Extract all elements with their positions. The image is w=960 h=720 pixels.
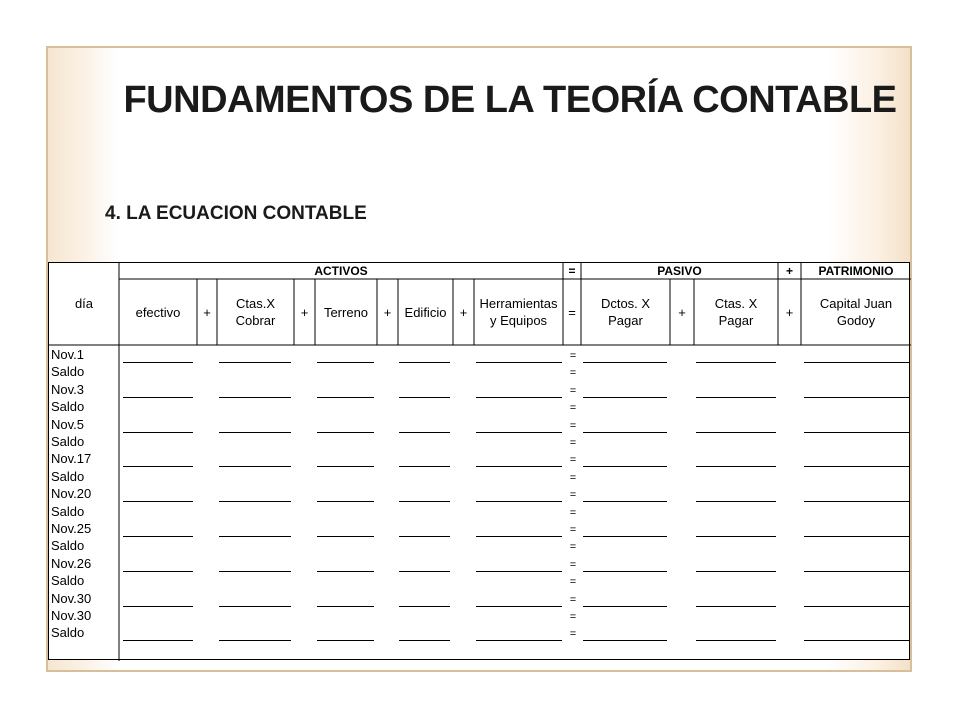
row-day-label: Nov.30 <box>51 608 92 623</box>
entry-blank-line[interactable] <box>583 606 667 607</box>
entry-blank-line[interactable] <box>696 606 776 607</box>
entry-blank-line[interactable] <box>476 466 562 467</box>
entry-blank-line[interactable] <box>476 362 562 363</box>
entry-blank-line[interactable] <box>317 606 374 607</box>
row-equals-sign: = <box>569 524 577 536</box>
entry-blank-line[interactable] <box>123 501 193 502</box>
entry-blank-line[interactable] <box>317 397 374 398</box>
accounting-equation-table <box>48 262 910 660</box>
entry-blank-line[interactable] <box>804 640 909 641</box>
entry-blank-line[interactable] <box>476 640 562 641</box>
row-day-label: Saldo <box>51 364 85 380</box>
entry-blank-line[interactable] <box>583 640 667 641</box>
col-herramientas-line1: Herramientas <box>479 296 558 311</box>
row-day-label: Saldo <box>51 503 85 519</box>
entry-blank-line[interactable] <box>399 362 450 363</box>
row-equals-sign: = <box>569 471 577 484</box>
entry-blank-line[interactable] <box>476 606 562 607</box>
entry-blank-line[interactable] <box>317 501 374 502</box>
group-activos: ACTIVOS <box>314 264 368 278</box>
entry-blank-line[interactable] <box>219 640 291 641</box>
entry-blank-line[interactable] <box>219 606 291 607</box>
entry-blank-line[interactable] <box>219 397 291 398</box>
entry-blank-line[interactable] <box>804 432 909 433</box>
entry-blank-line[interactable] <box>317 362 374 363</box>
op-plus-2: + <box>300 305 309 320</box>
entry-blank-line[interactable] <box>696 640 776 641</box>
page-title: FUNDAMENTOS DE LA TEORÍA CONTABLE <box>123 79 897 121</box>
entry-blank-line[interactable] <box>399 397 450 398</box>
entry-blank-line[interactable] <box>476 571 562 572</box>
col-herramientas-line2: y Equipos <box>489 313 548 328</box>
entry-blank-line[interactable] <box>219 362 291 363</box>
entry-blank-line[interactable] <box>123 466 193 467</box>
row-day-label: Saldo <box>51 538 85 554</box>
op-plus-1: + <box>203 305 211 320</box>
entry-blank-line[interactable] <box>123 362 193 363</box>
entry-blank-line[interactable] <box>696 397 776 398</box>
entry-blank-line[interactable] <box>696 536 776 537</box>
row-day-label: Saldo <box>51 399 85 415</box>
row-day-label: Saldo <box>51 625 85 641</box>
entry-blank-line[interactable] <box>399 432 450 433</box>
row-equals-sign: = <box>569 419 577 432</box>
op-equals: = <box>568 305 576 320</box>
row-day-label: Nov.5 <box>51 416 84 432</box>
col-dctos-pagar-line2: Pagar <box>608 313 643 328</box>
entry-blank-line[interactable] <box>583 466 667 467</box>
row-equals-sign: = <box>569 576 577 589</box>
entry-blank-line[interactable] <box>123 536 193 537</box>
row-day-label: Nov.25 <box>51 521 92 536</box>
row-equals-sign: = <box>569 384 577 397</box>
row-day-label: Nov.1 <box>51 347 84 362</box>
entry-blank-line[interactable] <box>583 397 667 398</box>
entry-blank-line[interactable] <box>399 640 450 641</box>
col-ctas-pagar-line1: Ctas. X <box>714 296 758 311</box>
row-equals-sign: = <box>569 350 577 362</box>
op-plus-3: + <box>383 305 392 320</box>
col-capital-line1: Capital Juan <box>819 296 893 311</box>
op-plus-5: + <box>678 305 686 320</box>
group-pasivo: PASIVO <box>657 264 702 278</box>
entry-blank-line[interactable] <box>219 571 291 572</box>
row-equals-sign: = <box>569 593 577 606</box>
entry-blank-line[interactable] <box>583 501 667 502</box>
entry-blank-line[interactable] <box>804 501 909 502</box>
op-plus-4: + <box>459 305 468 320</box>
group-plus: + <box>785 264 793 278</box>
entry-blank-line[interactable] <box>804 536 909 537</box>
entry-blank-line[interactable] <box>317 466 374 467</box>
entry-blank-line[interactable] <box>476 501 562 502</box>
col-dctos-pagar-line1: Dctos. X <box>600 296 651 311</box>
entry-blank-line[interactable] <box>696 466 776 467</box>
row-day-label: Nov.30 <box>51 590 92 606</box>
row-day-label: Nov.20 <box>51 486 92 502</box>
entry-blank-line[interactable] <box>219 536 291 537</box>
entry-blank-line[interactable] <box>399 466 450 467</box>
entry-blank-line[interactable] <box>123 571 193 572</box>
row-equals-sign: = <box>569 437 577 449</box>
entry-blank-line[interactable] <box>123 397 193 398</box>
entry-blank-line[interactable] <box>317 640 374 641</box>
row-equals-sign: = <box>569 506 577 519</box>
entry-blank-line[interactable] <box>399 606 450 607</box>
row-equals-sign: = <box>569 454 577 467</box>
entry-blank-line[interactable] <box>399 536 450 537</box>
row-day-label: Nov.3 <box>51 381 84 397</box>
entry-blank-line[interactable] <box>399 501 450 502</box>
row-equals-sign: = <box>569 611 577 623</box>
entry-blank-line[interactable] <box>476 432 562 433</box>
entry-blank-line[interactable] <box>219 432 291 433</box>
row-equals-sign: = <box>569 367 577 380</box>
section-subtitle: 4. LA ECUACION CONTABLE <box>105 203 367 224</box>
row-equals-sign: = <box>569 628 577 641</box>
entry-blank-line[interactable] <box>583 432 667 433</box>
row-day-label: Saldo <box>51 468 85 484</box>
row-day-label: Nov.17 <box>51 451 92 467</box>
col-ctas-cobrar-line1: Ctas.X <box>235 296 275 311</box>
col-efectivo: efectivo <box>135 305 181 320</box>
row-day-label: Nov.26 <box>51 555 92 571</box>
entry-blank-line[interactable] <box>804 466 909 467</box>
op-plus-6: + <box>785 305 794 320</box>
entry-blank-line[interactable] <box>476 397 562 398</box>
col-edificio: Edificio <box>404 305 447 320</box>
row-day-label: Saldo <box>51 573 85 589</box>
row-equals-sign: = <box>569 541 577 554</box>
entry-blank-line[interactable] <box>123 606 193 607</box>
entry-blank-line[interactable] <box>317 432 374 433</box>
entry-blank-line[interactable] <box>399 571 450 572</box>
entry-blank-line[interactable] <box>804 571 909 572</box>
entry-blank-line[interactable] <box>219 501 291 502</box>
entry-blank-line[interactable] <box>804 606 909 607</box>
day-column-header: día <box>74 296 94 311</box>
col-ctas-pagar-line2: Pagar <box>718 313 754 328</box>
row-equals-sign: = <box>569 402 577 415</box>
entry-blank-line[interactable] <box>583 571 667 572</box>
col-terreno: Terreno <box>323 305 369 320</box>
entry-blank-line[interactable] <box>696 501 776 502</box>
entry-blank-line[interactable] <box>123 432 193 433</box>
entry-blank-line[interactable] <box>696 571 776 572</box>
entry-blank-line[interactable] <box>219 466 291 467</box>
entry-blank-line[interactable] <box>696 362 776 363</box>
entry-blank-line[interactable] <box>804 397 909 398</box>
entry-blank-line[interactable] <box>317 571 374 572</box>
row-equals-sign: = <box>569 558 577 571</box>
entry-blank-line[interactable] <box>123 640 193 641</box>
entry-blank-line[interactable] <box>696 432 776 433</box>
group-equals: = <box>568 264 576 278</box>
entry-blank-line[interactable] <box>476 536 562 537</box>
entry-blank-line[interactable] <box>583 362 667 363</box>
row-day-label: Saldo <box>51 434 85 449</box>
entry-blank-line[interactable] <box>583 536 667 537</box>
group-patrimonio: PATRIMONIO <box>818 264 894 278</box>
col-ctas-cobrar-line2: Cobrar <box>235 313 276 328</box>
entry-blank-line[interactable] <box>317 536 374 537</box>
entry-blank-line[interactable] <box>804 362 909 363</box>
row-equals-sign: = <box>569 489 577 502</box>
col-capital-line2: Godoy <box>836 313 876 328</box>
